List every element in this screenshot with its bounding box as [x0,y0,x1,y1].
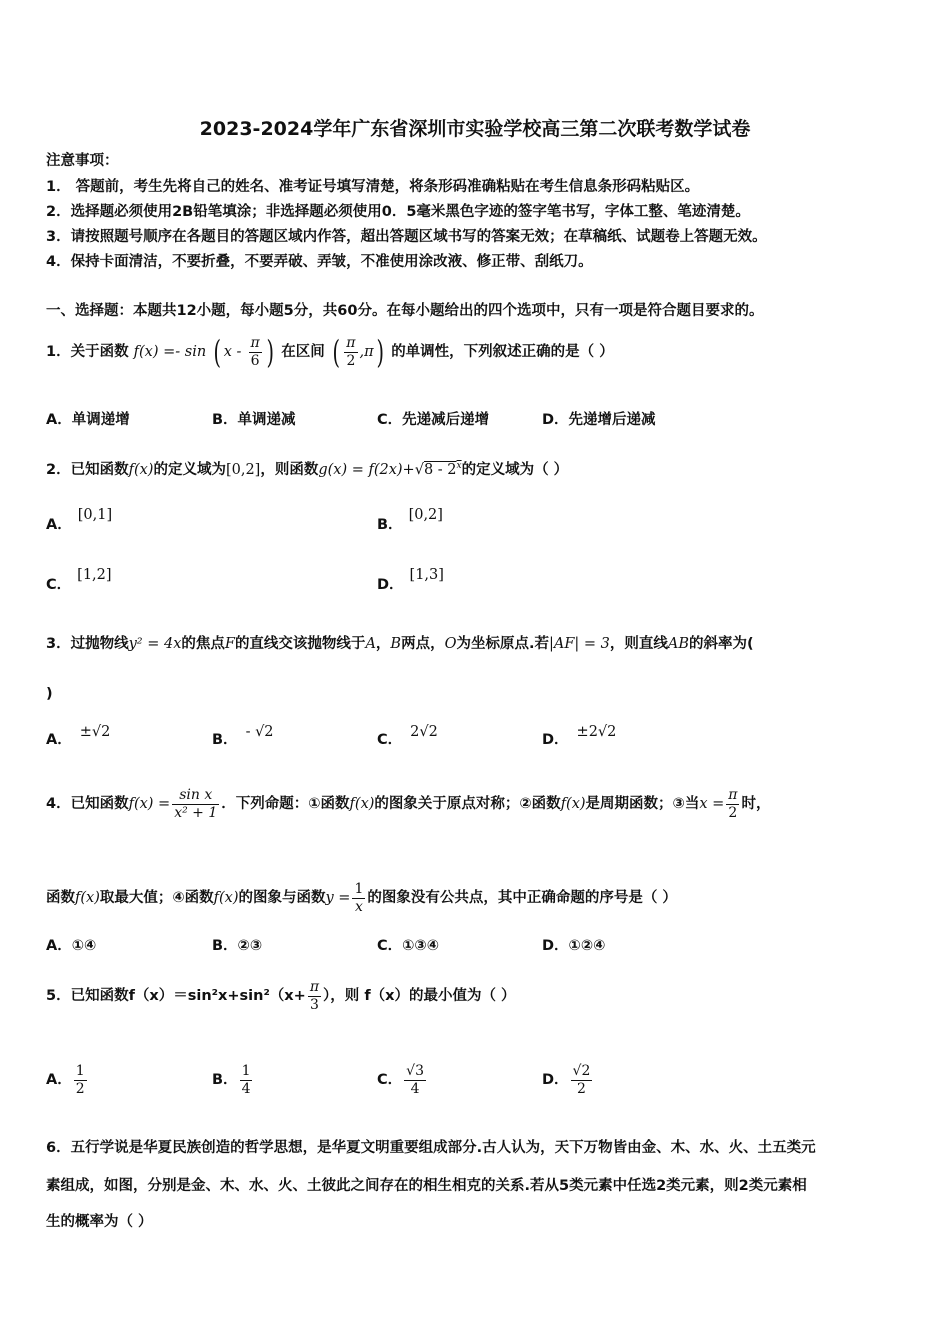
q1-lparen: ( [213,333,222,371]
q1-interval-tail: ,π [359,344,374,360]
q1-rparen: ) [266,333,274,371]
q4-fx-1: f(x) [349,796,375,812]
question-6-line-1: 6．五行学说是华夏民族创造的哲学思想，是华夏文明重要组成部分.古人认为，天下万物皆由金、木、水、火、土五类元 [46,1140,816,1156]
q5-text-b: ），则 f（x）的最小值为（ ） [323,988,516,1004]
q3-t4: 两点， [401,636,445,652]
q3-B: B [390,636,402,652]
q1-func: f(x) =- sin [133,344,207,360]
q3-option-d[interactable]: D． ±2√2 [542,724,617,748]
notice-item-2: 2．选择题必须使用2B铅笔填涂；非选择题必须使用0．5毫米黑色字迹的签字笔书写，字体工整、笔迹清楚。 [46,204,750,220]
q4-l2a: 函数 [46,890,75,906]
q5-pi-over-3: $\frac{\pi}{3}$ [309,978,320,1013]
notice-item-4: 4．保持卡面清洁，不要折叠，不要弄破、弄皱，不准使用涂改液、修正带、刮纸刀。 [46,254,593,270]
q4-option-a[interactable]: A．①④ [46,938,97,954]
q3-AB: AB [667,636,690,652]
q3-pre: 3．过抛物线 [46,636,129,652]
q5-text-a: 5．已知函数 [46,988,129,1004]
q2-mid1: 的定义域为 [153,461,226,478]
question-6-line-3: 生的概率为（ ） [46,1214,153,1230]
q2-mid2: ，则函数 [260,461,319,478]
q3-O: O [444,636,457,652]
q5-option-b[interactable]: B． $\frac{1}{4}$ [212,1062,251,1097]
q1-pi-over-2: $\frac{\pi}{2}$ [346,334,356,369]
exam-title: 2023-2024学年广东省深圳市实验学校高三第二次联考数学试卷 [199,118,751,140]
q4-fx-3: f(x) [75,890,100,906]
q5-option-a[interactable]: A． $\frac{1}{2}$ [46,1062,85,1097]
q5-option-d[interactable]: D． $\frac{√2}{2}$ [542,1062,591,1097]
q1-arg: x - [223,344,242,360]
q2-domain: [0,2] [225,461,261,478]
q2-gx: g(x) = f(2x)+ [318,461,415,478]
q1-pre: 1．关于函数 [46,344,129,360]
question-1 [46,332,614,372]
q4-fx-4: f(x) [213,890,239,906]
q4-option-b[interactable]: B．②③ [212,938,263,954]
q3-F: F [224,636,235,652]
q5-plus: + [293,988,306,1004]
notice-heading: 注意事项： [46,153,119,169]
q2-option-a[interactable]: A．[0,1] [46,507,113,533]
q1-option-a[interactable]: A．单调递增 [46,412,130,428]
q2-option-c[interactable]: C．[1,2] [46,567,112,593]
q4-y-eq: y = [325,890,351,906]
q2-post: 的定义域为（ ） [461,461,569,478]
q3-af: |AF| = 3 [548,636,610,652]
q4-one-over-x: $\frac{1}{x}$ [354,880,364,915]
q1-post: 的单调性，下列叙述正确的是（ ） [391,344,614,360]
q4-l2c: 的图象与函数 [238,890,326,906]
q3-t7: 的斜率为( [689,636,754,652]
q4-fraction: $\frac{\text{sin x}}{\text{x² + 1}}$ [174,786,218,821]
q4-option-c[interactable]: C．①③④ [377,938,439,954]
question-4 [46,784,770,824]
q4-t2: 的图象关于原点对称；②函数 [374,796,561,812]
q5-function: f（x）＝sin²x+sin²（x [128,988,294,1004]
q3-option-c[interactable]: C． 2√2 [377,724,438,748]
q3-t1: 的焦点 [181,636,225,652]
notice-item-3: 3．请按照题号顺序在各题目的答题区域内作答，超出答题区域书写的答案无效；在草稿纸、试题卷上答题无效。 [46,229,767,245]
q1-option-d[interactable]: D．先递增后递减 [542,412,656,428]
q3-t5: 为坐标原点.若 [456,636,549,652]
q4-pi-over-2: $\frac{\pi}{2}$ [728,786,738,821]
question-6-line-2: 素组成，如图，分别是金、木、水、火、土彼此之间存在的相生相克的关系.若从5类元素中任选2类元素，则2类元素相 [46,1178,807,1194]
question-4-line-2 [46,878,677,918]
q4-t4: 时， [741,796,771,812]
q4-pre: 4．已知函数 [46,796,129,812]
q4-fx-2: f(x) [560,796,586,812]
q1-option-b[interactable]: B．单调递减 [212,412,296,428]
q5-option-c[interactable]: C． $\frac{√3}{4}$ [377,1062,424,1097]
q4-option-d[interactable]: D．①②④ [542,938,606,954]
q4-f-lhs: f(x) = [128,796,171,812]
notice-item-1: 1． 答题前，考生先将自己的姓名、准考证号填写清楚，将条形码准确粘贴在考生信息条形码粘贴区。 [46,179,700,195]
q3-option-b[interactable]: B． - √2 [212,724,274,748]
q4-l2d: 的图象没有公共点，其中正确命题的序号是（ ） [367,890,677,906]
q1-mid: 在区间 [281,344,325,360]
q3-t3: ， [375,636,391,652]
q3-A: A [365,636,376,652]
q1-interval-lparen: ( [332,333,340,371]
q3-parabola: y² = 4x [128,636,182,652]
question-2 [46,456,568,480]
q3-t2: 的直线交该抛物线于 [234,636,366,652]
q2-fx: f(x) [128,461,154,478]
q3-t6: ，则直线 [609,636,668,652]
section-heading: 一、选择题：本题共12小题，每小题5分，共60分。在每小题给出的四个选项中，只有一项是符合题目要求的。 [46,303,764,319]
q1-pi-over-6: $\frac{\pi}{6}$ [250,334,260,369]
q2-radical: √8 - 2$^x$ [414,461,462,478]
q1-interval-rparen: ) [376,333,384,371]
q3-close-paren: ) [46,686,53,702]
question-5 [46,976,516,1016]
q1-option-c[interactable]: C．先递减后递增 [377,412,490,428]
question-3 [46,634,754,654]
q4-l2b: 取最大值；④函数 [99,890,214,906]
q4-t1: ．下列命题：①函数 [221,796,350,812]
q2-pre: 2．已知函数 [46,461,129,478]
q4-x-eq: x = [699,796,725,812]
q3-option-a[interactable]: A． ±√2 [46,724,111,748]
q4-t3: 是周期函数；③当 [585,796,700,812]
q2-option-b[interactable]: B．[0,2] [377,507,443,533]
q2-option-d[interactable]: D．[1,3] [377,567,444,593]
